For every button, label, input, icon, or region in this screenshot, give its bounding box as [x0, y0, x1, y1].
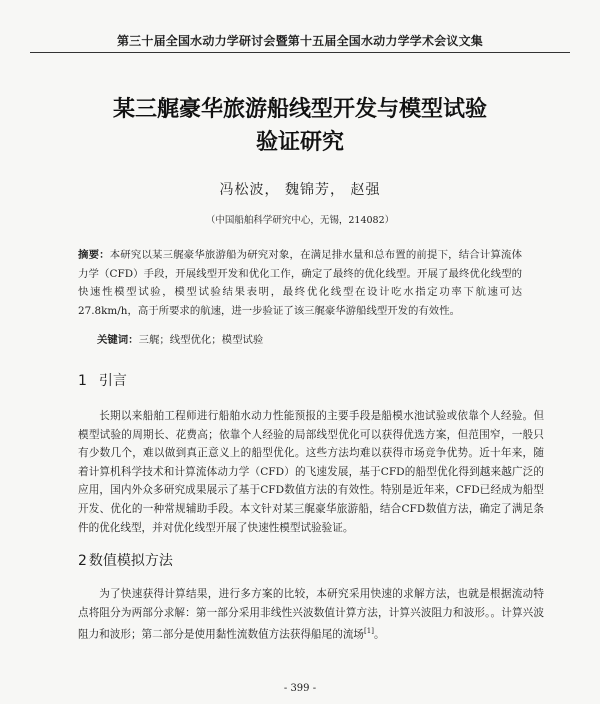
paper-title: [20, 93, 580, 159]
section-heading-introduction: [78, 370, 127, 390]
section-title: 引言: [98, 373, 127, 389]
abstract: [78, 246, 522, 320]
paragraph-end: 。: [373, 628, 385, 641]
numerical-method-paragraph: [78, 585, 544, 644]
running-header: 第三十届全国水动力学研讨会暨第十五届全国水动力学学术会议文集: [116, 34, 483, 48]
paragraph-text: 为了快速获得计算结果，进行多方案的比较，本研究采用快速的求解方法，也就是根据流动特点将阻分为两部分求解：第一部分采用非线性兴波数值计算方法，计算兴波阻力和波形。。计算兴波阻力和波形；第二部分是使用黏性流数值方法获得船尾的流场: [78, 588, 544, 641]
keywords-label: 关键词：: [97, 334, 139, 346]
section-title: 数值模拟方法: [88, 553, 173, 569]
author-list: 冯松波， 魏锦芳， 赵强: [219, 182, 381, 198]
section-number: 2: [78, 553, 87, 569]
author-affiliation: （中国船舶科学研究中心，无锡，214082）: [205, 215, 395, 226]
section-number: 1: [78, 373, 87, 389]
abstract-text: 本研究以某三艉豪华旅游船为研究对象，在满足排水量和总布置的前提下，结合计算流体力学（CFD）手段，开展线型开发和优化工作，确定了最终的优化线型。开展了最终优化线型的快速性模型试验，模型试验结果表明，最终优化线型在设计吃水指定功率下航速可达27.8km/h，高于所要求的航速，进一步验证了该三艉豪华游船线型开发的有效性。: [78, 249, 523, 317]
header-divider: [30, 52, 570, 53]
paper-title-line-1: 某三艉豪华旅游船线型开发与模型试验: [112, 97, 487, 122]
paper-title-line-2: 验证研究: [255, 130, 344, 155]
keywords-text: 三艉；线型优化；模型试验: [138, 334, 264, 346]
citation-reference: [1]: [364, 627, 374, 636]
introduction-paragraph: 长期以来船舶工程师进行船舶水动力性能预报的主要手段是船模水池试验或依靠个人经验。但模型试验的周期长、花费高；依靠个人经验的局部线型优化可以获得优选方案，但范围窄，一般只有少数几个，难以做到真正意义上的船型优化。这些方法均难以获得市场竞争优势。近十年来，随着计算机科学技术和计算流体动力学（CFD）的飞速发展，基于CFD的船型优化得到越来越广泛的应用，国内外众多研究成果展示了基于CFD数值方法的有效性。特别是近年来，CFD已经成为船型开发、优化的一种常规辅助手段。本文针对某三艉豪华旅游船，结合CFD数值方法，确定了满足条件的优化线型，并对优化线型开展了快速性模型试验验证。: [78, 410, 544, 534]
page-number: - 399 -: [283, 683, 317, 694]
abstract-label: 摘要：: [78, 249, 110, 261]
keywords: [97, 331, 522, 349]
section-heading-numerical-method: [78, 550, 173, 570]
